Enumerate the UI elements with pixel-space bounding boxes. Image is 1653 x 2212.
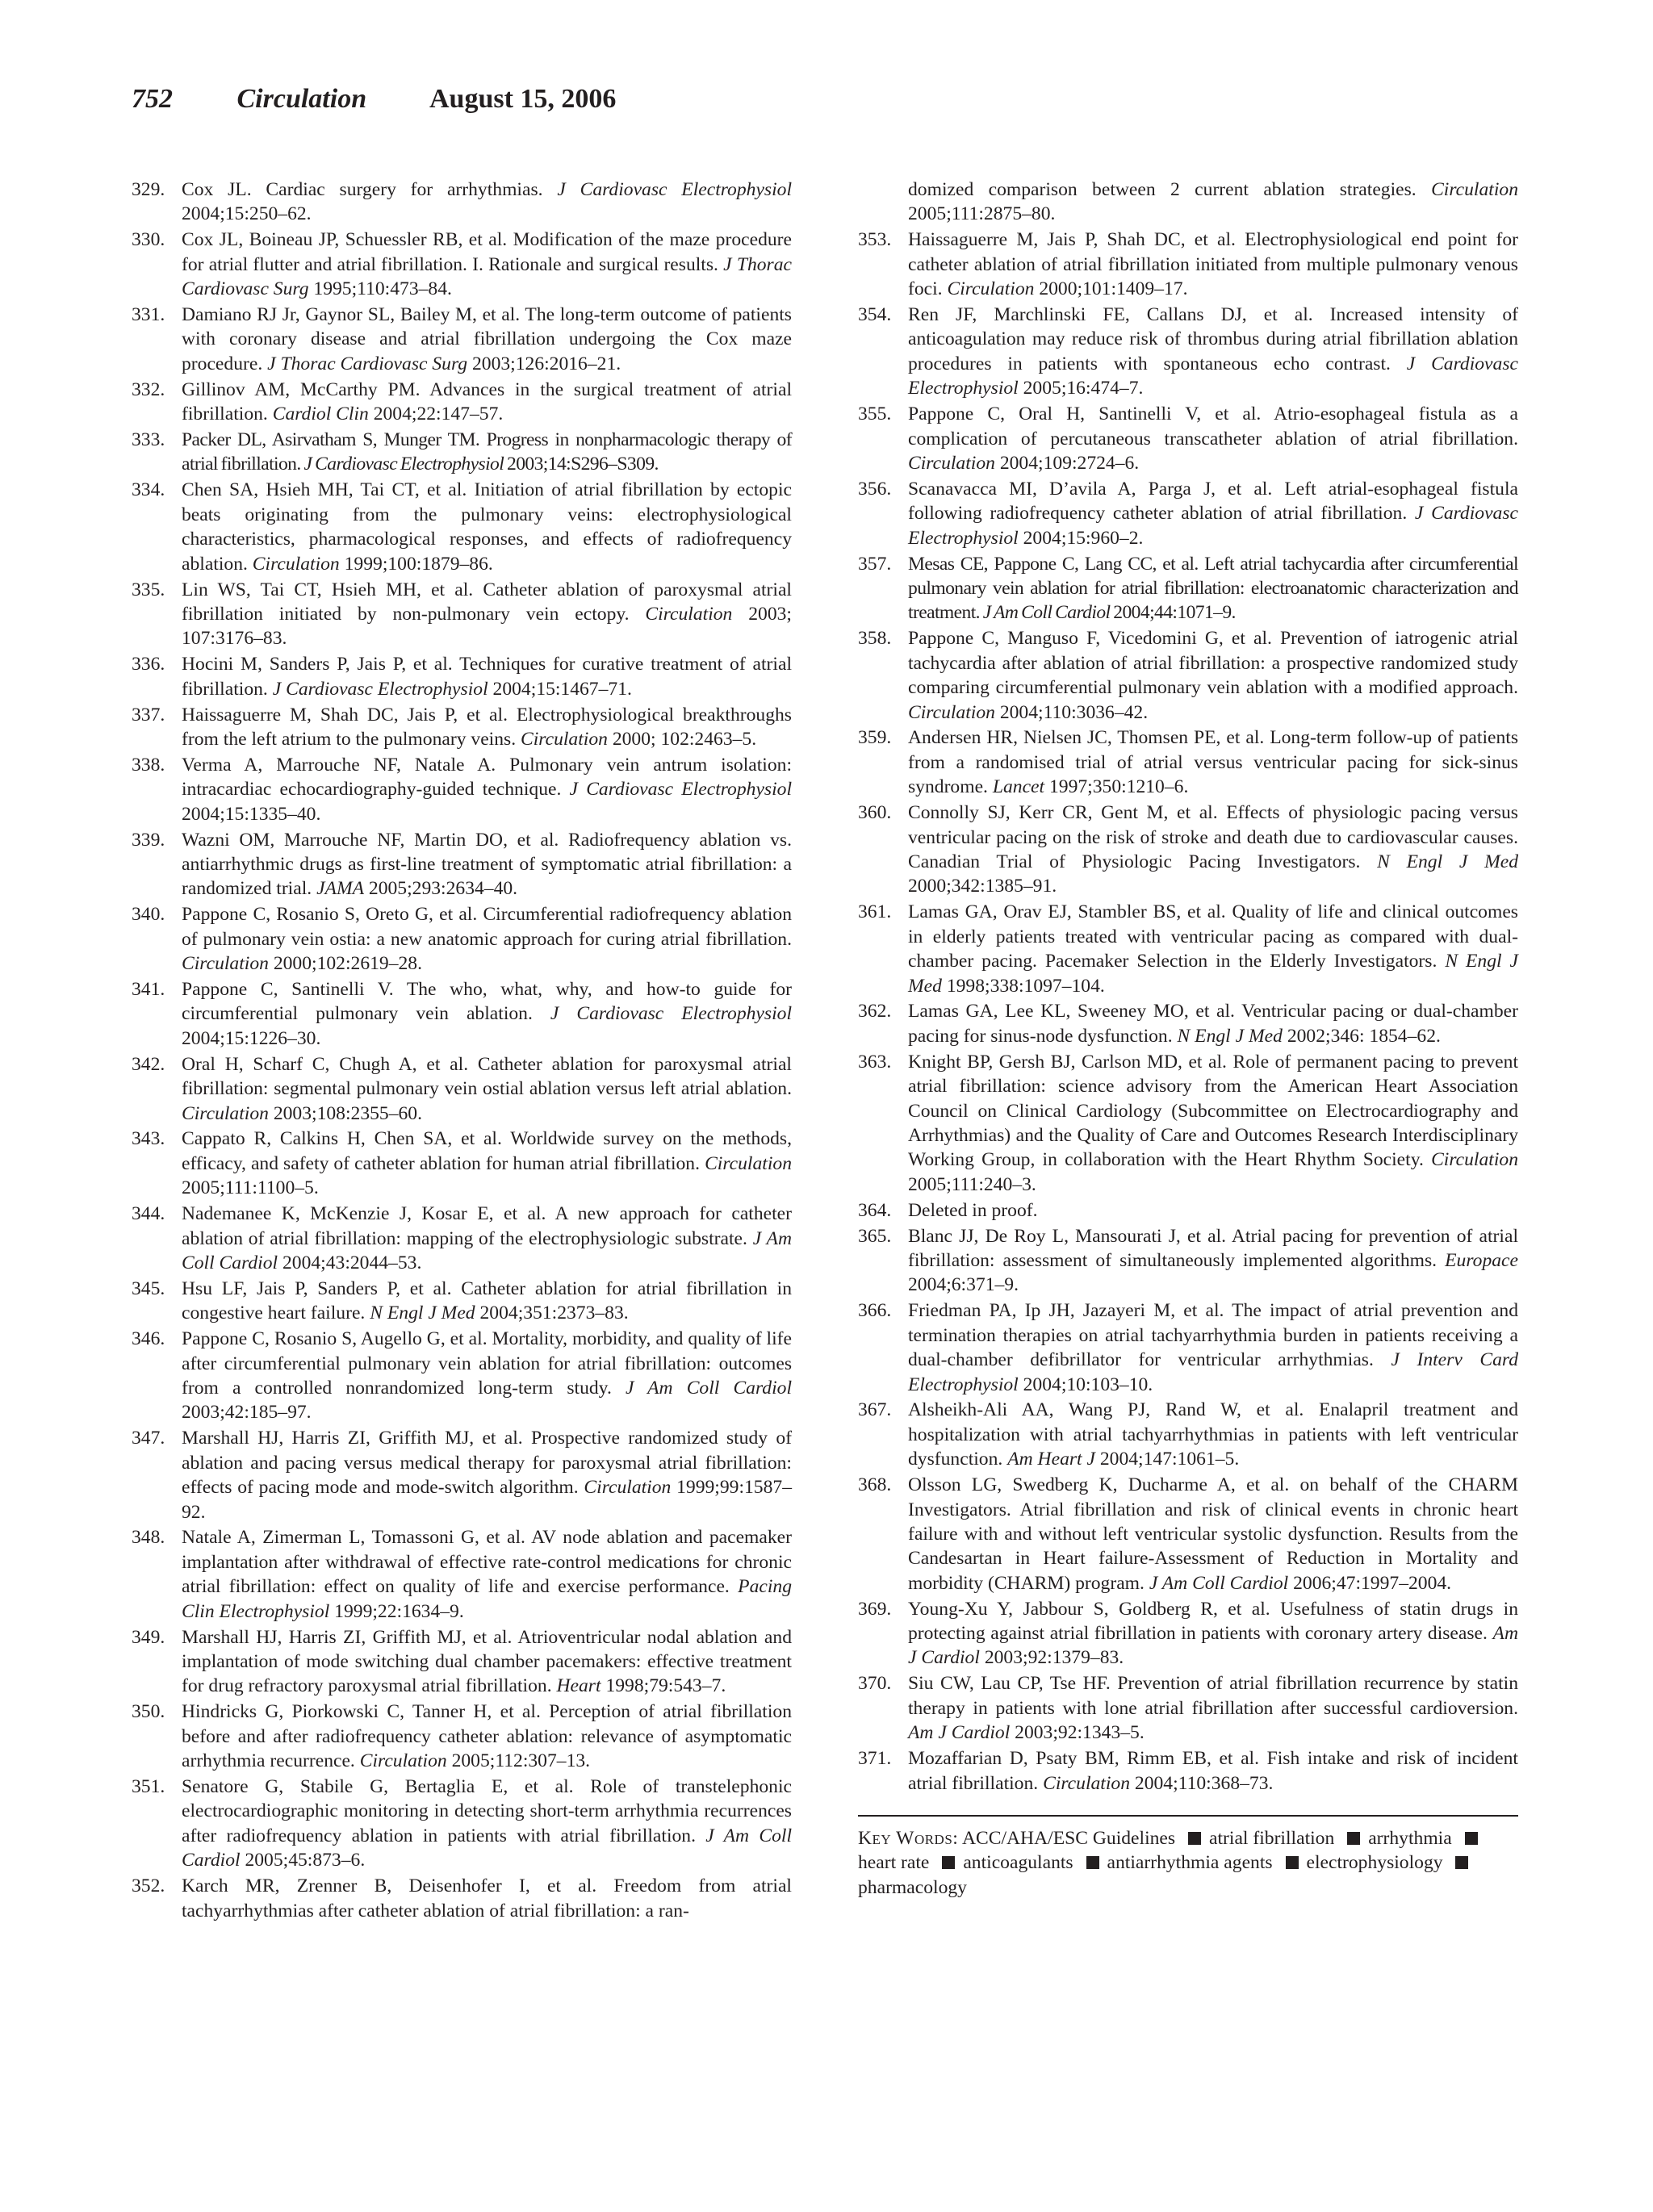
reference-segment: 2004;15:960–2. [1018, 527, 1144, 549]
reference-segment: Cox JL, Boineau JP, Schuessler RB, et al. Modification of the maze procedure for atrial flutter and atrial fibrillation. I. Rationale and surgical results. [182, 229, 792, 275]
reference-item [858, 1298, 1518, 1397]
reference-segment: Cox JL. Cardiac surgery for arrhythmias. [182, 179, 558, 200]
reference-item [132, 703, 792, 752]
keyword-separator-square-icon [942, 1856, 955, 1869]
journal-title: J Cardiovasc Electrophysiol [908, 353, 1518, 399]
keyword-separator-square-icon [1286, 1856, 1299, 1869]
reference-segment: Deleted in proof. [908, 1199, 1038, 1221]
reference-item [858, 1746, 1518, 1796]
reference-segment: 2004;44:1071–9. [1110, 602, 1236, 624]
reference-item [132, 1775, 792, 1873]
reference-text [908, 479, 1518, 549]
reference-item [132, 1525, 792, 1624]
reference-item [858, 999, 1518, 1048]
reference-number: 362. [858, 1001, 892, 1022]
reference-number: 371. [858, 1748, 892, 1770]
reference-number: 351. [132, 1776, 165, 1797]
reference-segment: Hsu LF, Jais P, Sanders P, et al. Catheter ablation for atrial fibrillation in congestive heart failure. [182, 1277, 792, 1324]
reference-text [908, 1226, 1518, 1296]
reference-segment: Pappone C, Santinelli V. The who, what, why, and how-to guide for circumferential pulmonary vein ablation. [182, 979, 792, 1025]
reference-segment: Pappone C, Rosanio S, Augello G, et al. Mortality, morbidity, and quality of life after circumferential pulmonary vein ablation for atrial fibrillation: outcomes from a controlled nonrandomized long-term study. [182, 1328, 792, 1399]
reference-text [908, 179, 1518, 224]
reference-segment: Mesas CE, Pappone C, Lang CC, et al. Left atrial tachycardia after circumferential pulmonary vein ablation for atrial fibrillation: electroanatomic characterization and treatment. [908, 553, 1518, 624]
reference-segment: Karch MR, Zrenner B, Deisenhofer I, et al. Freedom from atrial tachyarrhythmias after catheter ablation of atrial fibrillation: a ran- [182, 1875, 792, 1921]
reference-segment: 2005;111:240–3. [908, 1173, 1036, 1195]
reference-segment: Andersen HR, Nielsen JC, Thomsen PE, et al. Long-term follow-up of patients from a randomised trial of atrial versus ventricular pacing for sick-sinus syndrome. [908, 727, 1518, 798]
journal-title: J Am Coll Cardiol [1149, 1572, 1289, 1594]
reference-number: 366. [858, 1300, 892, 1322]
reference-segment: 2004;15:1467–71. [488, 678, 632, 700]
reference-text [908, 901, 1518, 996]
keyword-separator-square-icon [1086, 1856, 1099, 1869]
reference-item [858, 402, 1518, 475]
journal-title: Circulation [908, 701, 995, 723]
reference-item [132, 1426, 792, 1524]
reference-text [182, 429, 792, 475]
reference-segment: 2004;43:2044–53. [278, 1252, 422, 1273]
reference-segment: Cappato R, Calkins H, Chen SA, et al. Worldwide survey on the methods, efficacy, and safety of catheter ablation for human atrial fibrillation. [182, 1128, 792, 1174]
reference-number: 338. [132, 754, 165, 776]
reference-text [182, 304, 792, 374]
reference-segment: 2003;92:1343–5. [1010, 1722, 1145, 1744]
reference-item [132, 428, 792, 477]
reference-number: 348. [132, 1527, 165, 1549]
journal-title: N Engl J Med [908, 951, 1518, 997]
reference-segment: 2003;108:2355–60. [268, 1102, 423, 1124]
reference-text [182, 979, 792, 1049]
reference-number: 341. [132, 979, 165, 1000]
reference-text [182, 1428, 792, 1522]
reference-number: 360. [858, 802, 892, 824]
journal-title: Heart [556, 1675, 601, 1697]
reference-text [908, 1399, 1518, 1470]
reference-segment: Friedman PA, Ip JH, Jazayeri M, et al. The impact of atrial prevention and termination therapies on atrial tachyarrhythmia burden in patients receiving a dual-chamber defibrillator for ventricular arrhythmias. [908, 1300, 1518, 1371]
reference-text [908, 404, 1518, 474]
reference-text [182, 830, 792, 900]
reference-number: 334. [132, 479, 165, 501]
reference-segment: Pappone C, Manguso F, Vicedomini G, et al. Prevention of iatrogenic atrial tachycardia after ablation of atrial fibrillation: a prospective randomized study comparing circumferential pulmonary vein ablation with a modified approach. [908, 628, 1518, 699]
reference-number: 369. [858, 1598, 892, 1620]
reference-item [858, 801, 1518, 899]
reference-number: 368. [858, 1474, 892, 1496]
reference-text [182, 1278, 792, 1323]
reference-item [132, 303, 792, 376]
reference-text [182, 1527, 792, 1621]
reference-number: 356. [858, 478, 892, 500]
reference-segment: 2000;101:1409–17. [1034, 278, 1188, 300]
reference-item [132, 1625, 792, 1699]
reference-segment: Hocini M, Sanders P, Jais P, et al. Techniques for curative treatment of atrial fibrillation. [182, 654, 792, 700]
reference-number: 352. [132, 1875, 165, 1897]
reference-segment: 2004;15:1226–30. [182, 1027, 321, 1049]
issue-date: August 15, 2006 [429, 84, 617, 114]
reference-segment: Olsson LG, Swedberg K, Ducharme A, et al. on behalf of the CHARM Investigators. Atrial fibrillation and risk of clinical events in chronic heart failure with and without left ventricular systolic dysfunction. Results from the Candesartan in Heart failure-Assessment of Reduction in Mortality and morbidity (CHARM) program. [908, 1474, 1518, 1594]
reference-text [182, 379, 792, 424]
journal-title: Am J Cardiol [908, 1623, 1518, 1669]
reference-segment: Blanc JJ, De Roy L, Mansourati J, et al. Atrial pacing for prevention of atrial fibrillation: assessment of simultaneously implemented algorithms. [908, 1225, 1518, 1271]
reference-item [858, 178, 1518, 227]
keyword: arrhythmia [1368, 1827, 1452, 1849]
journal-title: J Cardiovasc Electrophysiol [550, 1003, 792, 1025]
reference-number: 358. [858, 628, 892, 650]
keywords-label: Key Words: [858, 1827, 959, 1849]
reference-segment: Chen SA, Hsieh MH, Tai CT, et al. Initiation of atrial fibrillation by ectopic beats originating from the pulmonary veins: electrophysiological characteristics, pharmacological responses, and effects of radiofrequency ablation. [182, 479, 792, 575]
reference-segment: 2004;10:103–10. [1018, 1374, 1153, 1395]
reference-segment: 2005;16:474–7. [1018, 378, 1144, 399]
reference-text [908, 727, 1518, 797]
reference-text [908, 1001, 1518, 1046]
reference-number: 361. [858, 901, 892, 923]
journal-title: J Cardiovasc Electrophysiol [557, 179, 793, 200]
reference-segment: 2004;6:371–9. [908, 1274, 1019, 1296]
reference-text [182, 654, 792, 699]
reference-text [182, 1627, 792, 1697]
journal-title: J Am Coll Cardiol [182, 1825, 792, 1871]
journal-title: Am J Cardiol [908, 1722, 1011, 1744]
reference-text [908, 1673, 1518, 1743]
reference-segment: Haissaguerre M, Jais P, Shah DC, et al. Electrophysiological end point for catheter ablation of atrial fibrillation initiated from multiple pulmonary venous foci. [908, 229, 1518, 300]
journal-title: Circulation [908, 452, 995, 474]
journal-title: J Am Coll Cardiol [625, 1378, 792, 1399]
reference-item [132, 977, 792, 1051]
reference-number: 329. [132, 179, 165, 200]
reference-segment: 2003;126:2016–21. [467, 353, 621, 374]
reference-segment: Marshall HJ, Harris ZI, Griffith MJ, et al. Atrioventricular nodal ablation and implantation of mode switching dual chamber pacemakers: effective treatment for drug refractory paroxysmal atrial fibrillation. [182, 1626, 792, 1697]
reference-column-left [132, 178, 792, 1924]
reference-segment: Scanavacca MI, D’avila A, Parga J, et al. Left atrial-esophageal fistula following radiofrequency catheter ablation of atrial fibrillation. [908, 478, 1518, 525]
journal-title: Pacing Clin Electrophysiol [182, 1576, 792, 1622]
reference-segment: Natale A, Zimerman L, Tomassoni G, et al. AV node ablation and pacemaker implantation after withdrawal of effective rate-control medications for chronic atrial fibrillation: effect on quality of life and exercise performance. [182, 1527, 792, 1598]
reference-segment: Senatore G, Stabile G, Bertaglia E, et al. Role of transtelephonic electrocardiographic monitoring in detecting short-term arrhythmia recurrences after radiofrequency ablation in patients with atrial fibrillation. [182, 1776, 792, 1846]
reference-item [132, 228, 792, 301]
reference-segment: 2004;147:1061–5. [1094, 1449, 1240, 1470]
reference-segment: 2003;92:1379–83. [979, 1647, 1124, 1669]
reference-number: 354. [858, 304, 892, 326]
reference-segment: 2000;102:2619–28. [268, 953, 423, 975]
reference-segment: 2004;351:2373–83. [475, 1303, 629, 1324]
keyword: atrial fibrillation [1209, 1827, 1335, 1849]
journal-title: Circulation [947, 278, 1035, 300]
keyword: anticoagulants [963, 1852, 1073, 1874]
reference-item [858, 1671, 1518, 1745]
reference-number: 365. [858, 1225, 892, 1247]
reference-segment: domized comparison between 2 current ablation strategies. [908, 179, 1432, 200]
reference-segment: 1997;350:1210–6. [1044, 776, 1189, 798]
journal-title: Circulation [521, 728, 608, 750]
keyword: antiarrhythmia agents [1107, 1852, 1273, 1874]
reference-number: 355. [858, 404, 892, 425]
reference-segment: 2006;47:1997–2004. [1288, 1572, 1452, 1594]
reference-text [182, 705, 792, 750]
reference-text [182, 904, 792, 974]
reference-number: 339. [132, 829, 165, 851]
journal-title: Europace [1445, 1249, 1518, 1271]
journal-title: J Am Coll Cardiol [982, 602, 1111, 624]
journal-name: Circulation [236, 84, 367, 114]
journal-title: JAMA [316, 878, 365, 900]
reference-item [858, 303, 1518, 401]
keyword: heart rate [858, 1852, 930, 1874]
reference-segment: Pappone C, Rosanio S, Oreto G, et al. Circumferential radiofrequency ablation of pulmonary vein ostia: a new anatomic approach for curing atrial fibrillation. [182, 904, 792, 950]
journal-title: Circulation [182, 953, 269, 975]
journal-title: J Cardiovasc Electrophysiol [908, 503, 1518, 549]
running-header [132, 84, 616, 115]
reference-item [132, 1052, 792, 1126]
reference-text [182, 1128, 792, 1198]
reference-item [132, 1127, 792, 1200]
reference-segment: Packer DL, Asirvatham S, Munger TM. Progress in nonpharmacologic therapy of atrial fibrillation. [182, 429, 792, 475]
reference-item [132, 1202, 792, 1275]
reference-segment: Verma A, Marrouche NF, Natale A. Pulmonary vein antrum isolation: intracardiac echocardiography-guided technique. [182, 754, 792, 801]
reference-item [858, 1224, 1518, 1298]
reference-number: 340. [132, 904, 165, 926]
keyword: electrophysiology [1306, 1852, 1443, 1874]
reference-text [908, 1599, 1518, 1669]
journal-title: N Engl J Med [370, 1303, 475, 1324]
reference-item [858, 725, 1518, 799]
reference-item [132, 1277, 792, 1326]
journal-title: J Am Coll Cardiol [182, 1227, 792, 1273]
reference-segment: Young-Xu Y, Jabbour S, Goldberg R, et al. Usefulness of statin drugs in protecting against atrial fibrillation in patients with coronary artery disease. [908, 1598, 1518, 1645]
reference-segment: 2004;15:1335–40. [182, 803, 321, 825]
journal-title: Circulation [1431, 179, 1518, 200]
reference-segment: 2003;42:185–97. [182, 1402, 312, 1424]
journal-title: Circulation [705, 1152, 792, 1174]
reference-number: 330. [132, 229, 165, 251]
reference-number: 344. [132, 1203, 165, 1225]
reference-segment: Oral H, Scharf C, Chugh A, et al. Catheter ablation for paroxysmal atrial fibrillation: segmental pulmonary vein ostial ablation versus left atrial ablation. [182, 1053, 792, 1100]
journal-title: Circulation [645, 603, 733, 625]
reference-text [182, 179, 792, 224]
reference-number: 346. [132, 1328, 165, 1350]
keywords [858, 1815, 1518, 1900]
reference-segment: Mozaffarian D, Psaty BM, Rimm EB, et al. Fish intake and risk of incident atrial fibrillation. [908, 1748, 1518, 1794]
page-number: 752 [132, 84, 173, 114]
journal-title: Circulation [182, 1102, 269, 1124]
reference-segment: 2005;45:873–6. [240, 1850, 366, 1871]
reference-text [908, 554, 1518, 624]
reference-number: 345. [132, 1277, 165, 1299]
reference-number: 349. [132, 1626, 165, 1648]
reference-segment: Nademanee K, McKenzie J, Kosar E, et al. A new approach for catheter ablation of atrial fibrillation: mapping of the electrophysiologic substrate. [182, 1203, 792, 1249]
reference-text [182, 479, 792, 574]
reference-segment: Lin WS, Tai CT, Hsieh MH, et al. Catheter ablation of paroxysmal atrial fibrillation initiated by non-pulmonary vein ectopy. [182, 579, 792, 625]
journal-title: N Engl J Med [1377, 851, 1518, 872]
journal-title: Am Heart J [1007, 1449, 1095, 1470]
reference-item [132, 578, 792, 651]
reference-item [858, 1050, 1518, 1197]
reference-text [182, 755, 792, 825]
reference-segment: 1999;100:1879–86. [339, 553, 493, 575]
reference-number: 350. [132, 1701, 165, 1723]
reference-number: 347. [132, 1428, 165, 1449]
reference-segment: 2004;15:250–62. [182, 203, 312, 225]
reference-number: 343. [132, 1128, 165, 1150]
reference-item [132, 652, 792, 701]
reference-segment: Lamas GA, Orav EJ, Stambler BS, et al. Quality of life and clinical outcomes in elderly patients treated with ventricular pacing as compared with dual-chamber pacing. Pacemaker Selection in the Elderly Investigators. [908, 901, 1518, 972]
keyword-separator-square-icon [1347, 1832, 1360, 1845]
reference-number: 359. [858, 727, 892, 749]
reference-item [858, 900, 1518, 998]
reference-number: 331. [132, 304, 165, 326]
reference-item [858, 477, 1518, 550]
reference-item [132, 1327, 792, 1425]
reference-number: 337. [132, 704, 165, 725]
reference-item [132, 828, 792, 901]
reference-segment: 1999;99:1587–92. [182, 1477, 792, 1523]
reference-segment: 1998;338:1097–104. [941, 975, 1105, 997]
journal-title: J Thorac Cardiovasc Surg [182, 253, 792, 300]
journal-title: Lancet [992, 776, 1045, 798]
reference-text [182, 1701, 792, 1771]
reference-item [132, 902, 792, 976]
reference-column-right [858, 178, 1518, 1900]
reference-segment: Haissaguerre M, Shah DC, Jais P, et al. Electrophysiological breakthroughs from the left atrium to the pulmonary veins. [182, 704, 792, 750]
reference-segment: Knight BP, Gersh BJ, Carlson MD, et al. Role of permanent pacing to prevent atrial fibrillation: science advisory from the American Heart Association Council on Clinical Cardiology (Subcommittee on Electrocardiography and Arrhythmias) and the Quality of Care and Outcomes Research Interdisciplinary Working Group, in collaboration with the Heart Rhythm Society. [908, 1051, 1518, 1171]
reference-item [132, 1874, 792, 1923]
reference-text [182, 1875, 792, 1921]
reference-text [908, 304, 1518, 399]
reference-text [908, 1052, 1518, 1195]
reference-item [132, 378, 792, 427]
reference-segment: Alsheikh-Ali AA, Wang PJ, Rand W, et al. Enalapril treatment and hospitalization with atrial tachyarrhythmias in patients with left ventricular dysfunction. [908, 1399, 1518, 1470]
reference-segment: Gillinov AM, McCarthy PM. Advances in the surgical treatment of atrial fibrillation. [182, 378, 792, 425]
journal-title: J Cardiovasc Electrophysiol [303, 454, 504, 475]
reference-number: 335. [132, 579, 165, 600]
reference-segment: 2000;342:1385–91. [908, 876, 1057, 897]
reference-number: 353. [858, 229, 892, 251]
reference-segment: 1999;22:1634–9. [329, 1600, 464, 1622]
reference-item [858, 552, 1518, 625]
reference-segment: Hindricks G, Piorkowski C, Tanner H, et al. Perception of atrial fibrillation before and after radiofrequency catheter ablation: relevance of asymptomatic arrhythmia recurrence. [182, 1701, 792, 1772]
reference-item [132, 753, 792, 826]
reference-text [908, 802, 1518, 897]
journal-title: J Cardiovasc Electrophysiol [569, 779, 793, 801]
reference-item [858, 626, 1518, 725]
reference-text [182, 579, 792, 650]
reference-segment: 1998;79:543–7. [601, 1675, 726, 1697]
reference-item [858, 1198, 1518, 1223]
reference-segment: 2002;346: 1854–62. [1282, 1025, 1441, 1047]
reference-segment: 2005;111:1100–5. [182, 1177, 319, 1199]
reference-segment: 2003;14:S296–S309. [504, 454, 659, 475]
journal-title: Circulation [359, 1750, 447, 1772]
reference-text [908, 628, 1518, 722]
reference-segment: 2004;22:147–57. [368, 404, 504, 425]
reference-text [908, 1474, 1518, 1594]
reference-text [182, 1328, 792, 1423]
reference-segment: 1995;110:473–84. [308, 278, 452, 300]
reference-segment: 2000; 102:2463–5. [607, 728, 757, 750]
reference-number: 336. [132, 654, 165, 675]
reference-item [858, 1597, 1518, 1670]
reference-number: 357. [858, 553, 892, 575]
keyword-separator-square-icon [1455, 1856, 1468, 1869]
reference-item [132, 178, 792, 227]
reference-segment: 2005;112:307–13. [446, 1750, 591, 1772]
reference-segment: Siu CW, Lau CP, Tse HF. Prevention of atrial fibrillation recurrence by statin therapy in patients with lone atrial fibrillation after successful cardioversion. [908, 1673, 1518, 1719]
reference-segment: 2004;110:368–73. [1130, 1772, 1274, 1794]
reference-number: 333. [132, 429, 165, 451]
reference-item [132, 478, 792, 576]
journal-title: N Engl J Med [1177, 1025, 1283, 1047]
reference-segment: 2005;111:2875–80. [908, 203, 1056, 225]
reference-segment: 2004;110:3036–42. [994, 701, 1149, 723]
reference-segment: Lamas GA, Lee KL, Sweeney MO, et al. Ventricular pacing or dual-chamber pacing for sinus-node dysfunction. [908, 1001, 1518, 1047]
reference-segment: 2003; 107:3176–83. [182, 603, 792, 650]
reference-segment: Marshall HJ, Harris ZI, Griffith MJ, et al. Prospective randomized study of ablation and pacing versus medical therapy for paroxysmal atrial fibrillation: effects of pacing mode and mode-switch algorithm. [182, 1428, 792, 1499]
journal-title: J Thorac Cardiovasc Surg [267, 353, 468, 374]
reference-text [182, 1203, 792, 1273]
reference-segment: 2004;109:2724–6. [994, 452, 1140, 474]
reference-segment: Pappone C, Oral H, Santinelli V, et al. Atrio-esophageal fistula as a complication of percutaneous transcatheter ablation of atrial fibrillation. [908, 404, 1518, 450]
reference-segment: Wazni OM, Marrouche NF, Martin DO, et al. Radiofrequency ablation vs. antiarrhythmic drugs as first-line treatment of symptomatic atrial fibrillation: a randomized trial. [182, 829, 792, 900]
reference-segment: 2005;293:2634–40. [364, 878, 518, 900]
reference-item [858, 228, 1518, 301]
reference-text [908, 1300, 1518, 1395]
reference-text [182, 229, 792, 299]
journal-title: Circulation [584, 1477, 672, 1499]
reference-item [858, 1398, 1518, 1471]
reference-text [908, 229, 1518, 299]
keyword-separator-square-icon [1465, 1832, 1478, 1845]
journal-title: J Cardiovasc Electrophysiol [272, 678, 488, 700]
reference-number: 332. [132, 378, 165, 400]
reference-segment: Damiano RJ Jr, Gaynor SL, Bailey M, et al. The long-term outcome of patients with coronary disease and atrial fibrillation undergoing the Cox maze procedure. [182, 304, 792, 374]
reference-item [858, 1473, 1518, 1595]
reference-number: 367. [858, 1399, 892, 1421]
reference-text [908, 1200, 1038, 1221]
keyword: ACC/AHA/ESC Guidelines [961, 1827, 1176, 1849]
journal-title: Cardiol Clin [272, 404, 369, 425]
journal-title: Circulation [252, 553, 340, 575]
reference-segment: Connolly SJ, Kerr CR, Gent M, et al. Effects of physiologic pacing versus ventricular pacing on the risk of stroke and death due to cardiovascular causes. Canadian Trial of Physiologic Pacing Investigators. [908, 802, 1518, 872]
journal-title: J Interv Card Electrophysiol [908, 1349, 1518, 1395]
journal-title: Circulation [1431, 1149, 1518, 1171]
reference-text [182, 1776, 792, 1871]
reference-number: 370. [858, 1673, 892, 1695]
reference-segment: Ren JF, Marchlinski FE, Callans DJ, et al. Increased intensity of anticoagulation may reduce risk of thrombus during atrial fibrillation ablation procedures in patients with spontaneous echo contrast. [908, 304, 1518, 374]
reference-number: 364. [858, 1199, 892, 1221]
reference-number: 363. [858, 1051, 892, 1073]
keyword-separator-square-icon [1188, 1832, 1201, 1845]
keyword: pharmacology [858, 1876, 967, 1898]
journal-title: Circulation [1043, 1772, 1131, 1794]
reference-text [908, 1748, 1518, 1793]
reference-text [182, 1054, 792, 1124]
reference-number: 342. [132, 1053, 165, 1075]
reference-item [132, 1700, 792, 1773]
